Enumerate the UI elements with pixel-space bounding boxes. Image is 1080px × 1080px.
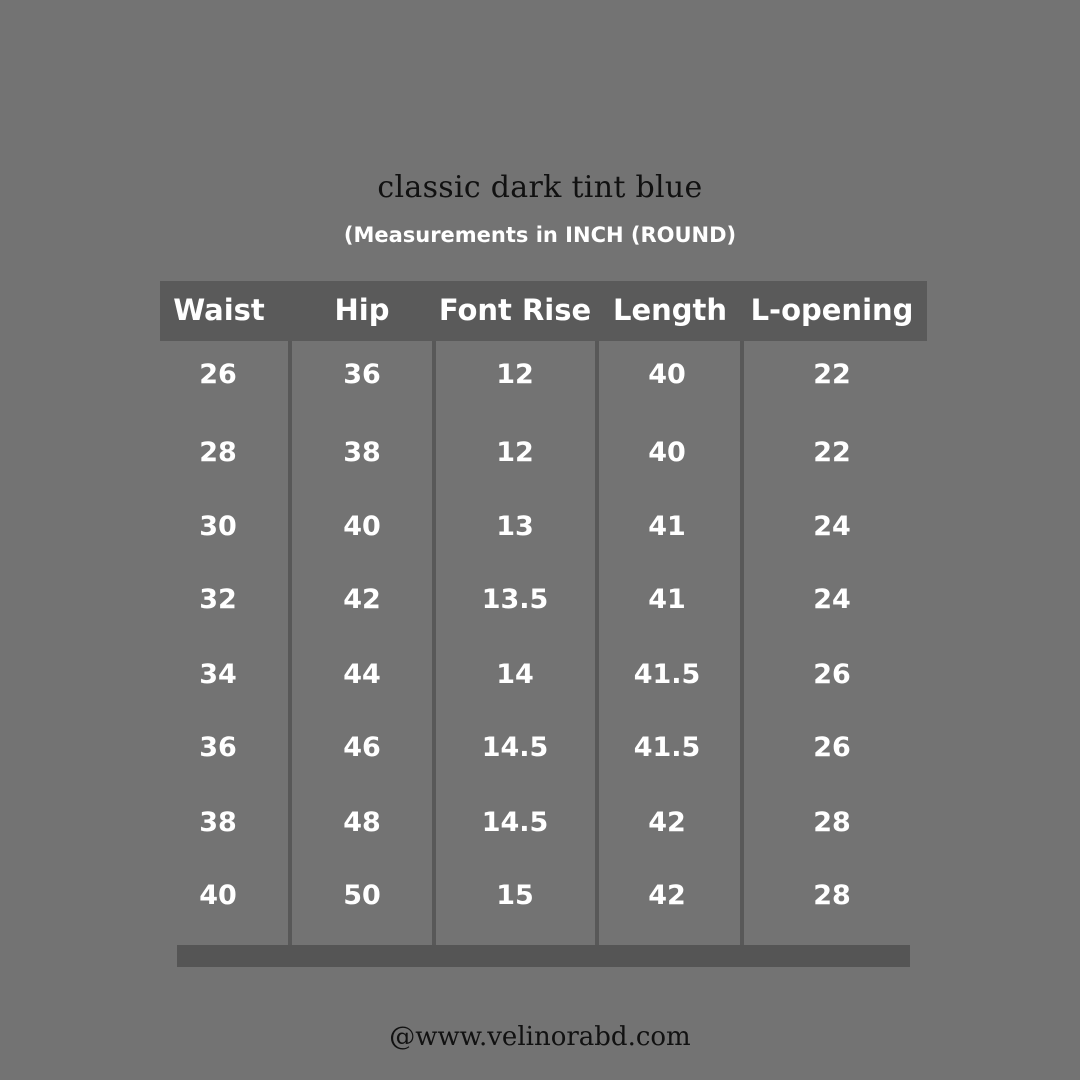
website-credit: @www.velinorabd.com bbox=[389, 1022, 691, 1052]
cell-hip: 50 bbox=[343, 880, 381, 911]
cell-waist: 30 bbox=[199, 511, 237, 542]
cell-font-rise: 15 bbox=[496, 880, 534, 911]
cell-hip: 46 bbox=[343, 732, 381, 763]
cell-length: 40 bbox=[648, 359, 686, 390]
cell-waist: 40 bbox=[199, 880, 237, 911]
header-font-rise: Font Rise bbox=[438, 293, 592, 327]
cell-l-opening: 28 bbox=[813, 880, 851, 911]
cell-hip: 42 bbox=[343, 584, 381, 615]
cell-waist: 38 bbox=[199, 807, 237, 838]
table-header bbox=[160, 281, 927, 341]
cell-waist: 28 bbox=[199, 437, 237, 468]
cell-font-rise: 14 bbox=[496, 659, 534, 690]
cell-hip: 36 bbox=[343, 359, 381, 390]
cell-l-opening: 22 bbox=[813, 437, 851, 468]
column-divider bbox=[740, 341, 744, 945]
column-divider bbox=[288, 341, 292, 945]
header-length: Length bbox=[612, 293, 728, 327]
cell-waist: 26 bbox=[199, 359, 237, 390]
cell-l-opening: 26 bbox=[813, 732, 851, 763]
cell-hip: 48 bbox=[343, 807, 381, 838]
header-hip: Hip bbox=[334, 293, 390, 327]
table-footer-bar bbox=[177, 945, 910, 967]
cell-hip: 38 bbox=[343, 437, 381, 468]
header-waist: Waist bbox=[173, 293, 265, 327]
cell-length: 41 bbox=[648, 511, 686, 542]
cell-length: 42 bbox=[648, 880, 686, 911]
cell-hip: 44 bbox=[343, 659, 381, 690]
cell-length: 41.5 bbox=[633, 732, 701, 763]
measurement-note: (Measurements in INCH (ROUND) bbox=[343, 223, 737, 247]
cell-length: 41 bbox=[648, 584, 686, 615]
cell-font-rise: 14.5 bbox=[481, 807, 549, 838]
cell-l-opening: 26 bbox=[813, 659, 851, 690]
cell-l-opening: 24 bbox=[813, 511, 851, 542]
cell-length: 42 bbox=[648, 807, 686, 838]
cell-waist: 32 bbox=[199, 584, 237, 615]
cell-length: 40 bbox=[648, 437, 686, 468]
cell-font-rise: 13.5 bbox=[481, 584, 549, 615]
cell-font-rise: 14.5 bbox=[481, 732, 549, 763]
cell-l-opening: 24 bbox=[813, 584, 851, 615]
header-l-opening: L-opening bbox=[750, 293, 914, 327]
cell-length: 41.5 bbox=[633, 659, 701, 690]
cell-hip: 40 bbox=[343, 511, 381, 542]
column-divider bbox=[432, 341, 436, 945]
cell-font-rise: 12 bbox=[496, 359, 534, 390]
cell-waist: 34 bbox=[199, 659, 237, 690]
cell-waist: 36 bbox=[199, 732, 237, 763]
cell-l-opening: 22 bbox=[813, 359, 851, 390]
cell-l-opening: 28 bbox=[813, 807, 851, 838]
cell-font-rise: 13 bbox=[496, 511, 534, 542]
column-divider bbox=[595, 341, 599, 945]
chart-title: classic dark tint blue bbox=[377, 170, 703, 205]
cell-font-rise: 12 bbox=[496, 437, 534, 468]
